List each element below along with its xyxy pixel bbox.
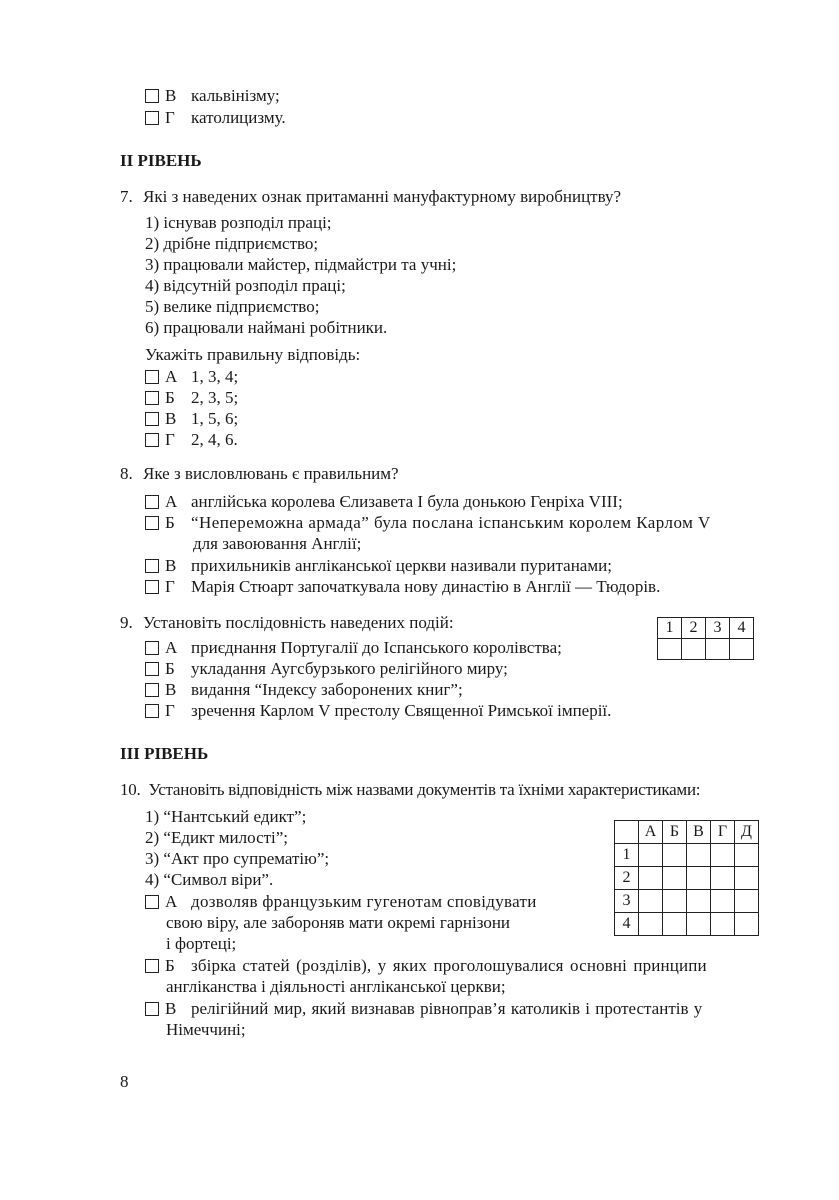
grid-answer-cell[interactable] [639, 890, 663, 913]
question-text: Які з наведених ознак притаманні мануфактурному виробництву? [143, 187, 622, 206]
grid-row-header: 2 [615, 867, 639, 890]
q10-option-v-line-2: Німеччині; [166, 1020, 246, 1039]
grid-answer-cell[interactable] [682, 639, 706, 660]
grid-header-cell: 4 [730, 618, 754, 639]
question-number: 9. [120, 613, 133, 632]
grid-col-header: Д [735, 821, 759, 844]
grid-answer-cell[interactable] [730, 639, 754, 660]
question-text: Установіть послідовність наведених подій: [143, 613, 454, 632]
checkbox[interactable] [145, 641, 159, 655]
grid-answer-cell[interactable] [663, 844, 687, 867]
q10-item-1: 1) “Нантський едикт”; [145, 807, 307, 826]
question-9 [120, 612, 454, 633]
grid-answer-cell[interactable] [735, 844, 759, 867]
checkbox[interactable] [145, 111, 159, 125]
checkbox[interactable] [145, 516, 159, 530]
grid-answer-cell[interactable] [663, 890, 687, 913]
question-number: 7. [120, 187, 133, 206]
question-number: 8. [120, 464, 133, 483]
q10-option-a-line-3: і фортеці; [166, 934, 237, 953]
level-3-heading: ІІІ РІВЕНЬ [120, 744, 209, 763]
checkbox[interactable] [145, 895, 159, 909]
checkbox[interactable] [145, 391, 159, 405]
q10-item-4: 4) “Символ віри”. [145, 870, 274, 889]
grid-answer-cell[interactable] [706, 639, 730, 660]
checkbox[interactable] [145, 559, 159, 573]
q8-option-a[interactable]: А англійська королева Єлизавета І була донькою Генріха VIII; [145, 491, 623, 512]
grid-col-header: В [687, 821, 711, 844]
grid-answer-cell[interactable] [711, 844, 735, 867]
grid-answer-cell[interactable] [663, 913, 687, 936]
q10-option-v[interactable]: В релігійний мир, який визнавав рівноправ’я католиків і протестантів у [145, 998, 702, 1019]
q7-option-a[interactable]: А 1, 3, 4; [145, 366, 238, 387]
grid-answer-cell[interactable] [687, 844, 711, 867]
question-number: 10. [120, 780, 141, 799]
checkbox[interactable] [145, 580, 159, 594]
q10-option-b[interactable]: Б збірка статей (розділів), у яких проголошувалися основні принципи [145, 955, 707, 976]
level-2-heading: ІІ РІВЕНЬ [120, 151, 202, 170]
q10-item-2: 2) “Едикт милості”; [145, 828, 289, 847]
q9-option-v[interactable]: В видання “Індексу заборонених книг”; [145, 679, 463, 700]
q10-option-a-line-2: свою віру, але забороняв мати окремі гарнізони [166, 913, 511, 932]
q10-item-3: 3) “Акт про супрематію”; [145, 849, 330, 868]
q7-item-3: 3) працювали майстер, підмайстри та учні; [145, 255, 457, 274]
grid-answer-cell[interactable] [735, 867, 759, 890]
checkbox[interactable] [145, 495, 159, 509]
q7-option-g[interactable]: Г 2, 4, 6. [145, 429, 238, 450]
q7-item-6: 6) працювали наймані робітники. [145, 318, 388, 337]
question-text: Установіть відповідність між назвами документів та їхніми характеристиками: [148, 780, 701, 799]
q7-item-5: 5) велике підприємство; [145, 297, 320, 316]
q9-option-a[interactable]: А приєднання Португалії до Іспанського королівства; [145, 637, 562, 658]
grid-answer-cell[interactable] [639, 913, 663, 936]
option-g-top[interactable]: Г католицизму. [145, 107, 286, 128]
q9-option-g[interactable]: Г зречення Карлом V престолу Священної Римської імперії. [145, 700, 611, 721]
q9-answer-grid [657, 617, 754, 660]
option-v-top[interactable]: В кальвінізму; [145, 85, 280, 106]
grid-header-cell: 3 [706, 618, 730, 639]
checkbox[interactable] [145, 370, 159, 384]
checkbox[interactable] [145, 683, 159, 697]
grid-answer-cell[interactable] [711, 890, 735, 913]
question-7 [120, 186, 621, 207]
question-8 [120, 463, 399, 484]
grid-row-header: 1 [615, 844, 639, 867]
grid-row-header: 3 [615, 890, 639, 913]
checkbox[interactable] [145, 412, 159, 426]
grid-answer-cell[interactable] [663, 867, 687, 890]
checkbox[interactable] [145, 662, 159, 676]
grid-header-cell: 1 [658, 618, 682, 639]
checkbox[interactable] [145, 959, 159, 973]
grid-answer-cell[interactable] [687, 913, 711, 936]
q7-item-1: 1) існував розподіл праці; [145, 213, 332, 232]
q8-option-v[interactable]: В прихильників англіканської церкви називали пуританами; [145, 555, 612, 576]
grid-answer-cell[interactable] [639, 844, 663, 867]
q10-option-b-line-2: англіканства і діяльності англіканської церкви; [166, 977, 506, 996]
checkbox[interactable] [145, 433, 159, 447]
checkbox[interactable] [145, 89, 159, 103]
q7-prompt: Укажіть правильну відповідь: [145, 345, 361, 364]
grid-col-header: Б [663, 821, 687, 844]
q8-option-g[interactable]: Г Марія Стюарт започаткувала нову династію в Англії — Тюдорів. [145, 576, 660, 597]
grid-answer-cell[interactable] [735, 890, 759, 913]
q7-option-v[interactable]: В 1, 5, 6; [145, 408, 238, 429]
grid-answer-cell[interactable] [735, 913, 759, 936]
grid-corner-cell [615, 821, 639, 844]
grid-header-cell: 2 [682, 618, 706, 639]
q8-option-b[interactable]: Б “Непереможна армада” була послана іспанським королем Карлом V [145, 512, 769, 533]
question-10 [120, 779, 700, 800]
grid-answer-cell[interactable] [639, 867, 663, 890]
checkbox[interactable] [145, 1002, 159, 1016]
grid-answer-cell[interactable] [711, 913, 735, 936]
page-number: 8 [120, 1072, 129, 1091]
checkbox[interactable] [145, 704, 159, 718]
grid-col-header: Г [711, 821, 735, 844]
q9-option-b[interactable]: Б укладання Аугсбурзького релігійного миру; [145, 658, 508, 679]
question-text: Яке з висловлювань є правильним? [143, 464, 399, 483]
grid-answer-cell[interactable] [658, 639, 682, 660]
q7-item-4: 4) відсутній розподіл праці; [145, 276, 346, 295]
grid-answer-cell[interactable] [687, 867, 711, 890]
q7-option-b[interactable]: Б 2, 3, 5; [145, 387, 238, 408]
grid-col-header: А [639, 821, 663, 844]
grid-row-header: 4 [615, 913, 639, 936]
q7-item-2: 2) дрібне підприємство; [145, 234, 319, 253]
q10-answer-grid [614, 820, 759, 936]
grid-answer-cell[interactable] [687, 890, 711, 913]
grid-answer-cell[interactable] [711, 867, 735, 890]
q10-option-a[interactable]: А дозволяв французьким гугенотам сповідувати [145, 891, 537, 912]
q8-option-b-cont: для завоювання Англії; [193, 534, 362, 553]
